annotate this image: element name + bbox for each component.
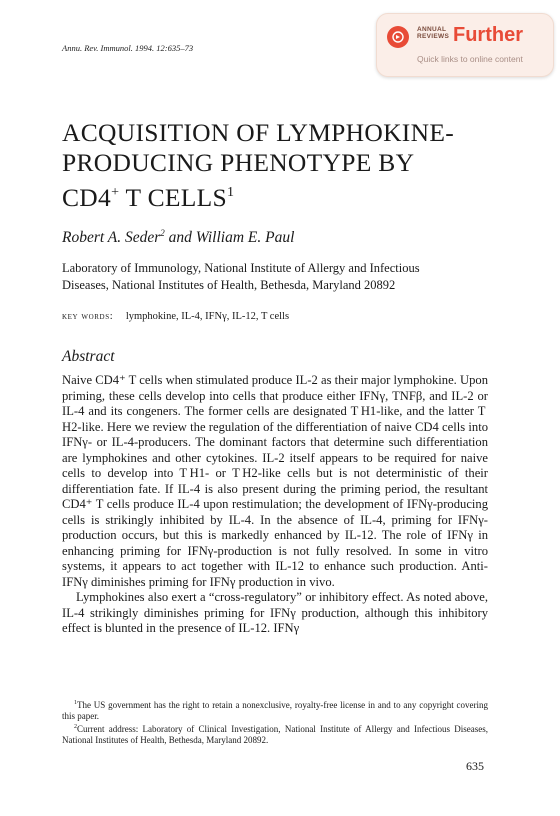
further-title: Further: [453, 24, 523, 46]
abstract-heading: Abstract: [62, 348, 115, 365]
footnote-2-text: Current address: Laboratory of Clinical Investigation, National Institute of Allergy and Infectious Diseases, National Institutes of Health, Bethesda, Maryland 20892.: [62, 724, 488, 745]
title-superscript-plus: +: [111, 185, 120, 200]
affiliation: [62, 260, 502, 293]
title-line-3-post: T CELLS: [119, 183, 228, 212]
keywords-label: key words:: [62, 311, 114, 322]
wordmark-line-1: ANNUAL: [417, 26, 447, 33]
footnotes: [62, 698, 488, 746]
author-1: Robert A. Seder: [62, 229, 161, 246]
footnote-1-text: The US government has the right to retain a nonexclusive, royalty-free license in and to any copyright covering this paper.: [62, 700, 488, 721]
page-number: 635: [466, 759, 484, 773]
further-subtitle: Quick links to online content: [417, 54, 523, 64]
author-2: and William E. Paul: [164, 229, 295, 246]
footnote-2: [62, 722, 488, 746]
title-line-2: PRODUCING PHENOTYPE BY: [62, 148, 415, 177]
affiliation-line-1: Laboratory of Immunology, National Institute of Allergy and Infectious: [62, 261, 420, 275]
authors: [62, 228, 294, 247]
author-footnote-mark: 2: [160, 228, 165, 238]
journal-reference: Annu. Rev. Immunol. 1994. 12:635–73: [62, 43, 194, 53]
wordmark-line-2: REVIEWS: [417, 33, 450, 40]
footnote-1: [62, 698, 488, 722]
affiliation-line-2: Diseases, National Institutes of Health, Bethesda, Maryland 20892: [62, 277, 396, 292]
annual-reviews-further-badge[interactable]: [376, 13, 554, 77]
annual-reviews-wordmark: [417, 26, 449, 40]
title-line-1: ACQUISITION OF LYMPHOKINE-: [62, 118, 454, 147]
abstract-paragraph-2: Lymphokines also exert a “cross-regulatory” or inhibitory effect. As noted above, IL-4 strikingly diminishes priming for IFNγ production, although this inhibitory effect is blunted in the presence of IL-12. IFNγ: [62, 590, 488, 635]
annual-reviews-logo-icon: [387, 26, 409, 48]
article-title: [62, 118, 522, 213]
title-line-3-pre: CD4: [62, 183, 112, 212]
keywords-list: lymphokine, IL-4, IFNγ, IL-12, T cells: [125, 311, 290, 322]
keywords: [62, 311, 289, 322]
footnote-2-mark: 2: [74, 724, 77, 730]
abstract-body: [62, 373, 488, 637]
footnote-1-mark: 1: [74, 700, 77, 706]
title-footnote-mark: 1: [227, 185, 235, 200]
abstract-paragraph-1: Naive CD4⁺ T cells when stimulated produce IL-2 as their major lymphokine. Upon priming, these cells develop into cells that produce either IFNγ, TNFβ, and IL-2 or IL-4 and its congeners. The former cells are designated T H1-like, and the latter T H2-like. Here we review the regulation of the differentiation of naive CD4 cells into IFNγ- or IL-4-producers. The dominant factors that determine such differentiation are lymphokines and other cytokines. IL-2 itself appears to be required for naive cells to develop into T H1- or T H2-like cells but is not deterministic of their differentiation fate. If IL-4 is also present during the priming period, the resultant CD4⁺ T cells produce IL-4 upon restimulation; the development of IFNγ-producing cells is strikingly inhibited by IL-4. In the absence of IL-4, priming for IFNγ-production occurs, but this is markedly enhanced by IL-12. The role of IFNγ in enhancing priming for IFNγ-production is not fully resolved. In some in vitro systems, it appears to act together with IL-12 to enhance such production. Anti-IFNγ diminishes priming for IFNγ production in vivo.: [62, 373, 488, 589]
